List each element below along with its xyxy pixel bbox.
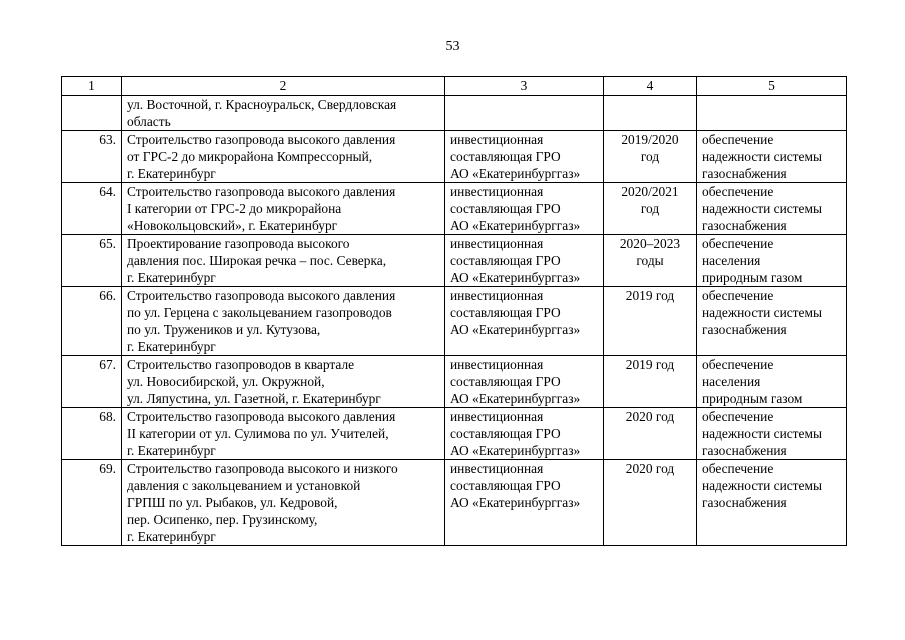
row-number-cell: 63. — [62, 131, 122, 183]
period-cell: 2020 год — [604, 460, 697, 546]
purpose-cell: обеспечение надежности системы газоснабжения — [697, 131, 847, 183]
column-number-2: 2 — [122, 77, 445, 96]
purpose-cell: обеспечение населения природным газом — [697, 235, 847, 287]
table-row — [62, 287, 847, 356]
row-number-cell — [62, 96, 122, 131]
row-number-cell: 64. — [62, 183, 122, 235]
row-number-cell: 68. — [62, 408, 122, 460]
funding-source-cell: инвестиционная составляющая ГРО АО «Екатеринбурггаз» — [445, 460, 604, 546]
continuation-row — [62, 96, 847, 131]
purpose-cell: обеспечение надежности системы газоснабжения — [697, 460, 847, 546]
description-cell: ул. Восточной, г. Красноуральск, Свердловская область — [122, 96, 445, 131]
page-number: 53 — [445, 39, 460, 54]
description-cell: Строительство газопровода высокого и низкого давления с закольцеванием и установкой ГРПШ по ул. Рыбаков, ул. Кедровой, пер. Осипенко, пер. Грузинскому, г. Екатеринбург — [122, 460, 445, 546]
purpose-cell: обеспечение надежности системы газоснабжения — [697, 408, 847, 460]
funding-source-cell: инвестиционная составляющая ГРО АО «Екатеринбурггаз» — [445, 356, 604, 408]
funding-source-cell: инвестиционная составляющая ГРО АО «Екатеринбурггаз» — [445, 408, 604, 460]
period-cell: 2020 год — [604, 408, 697, 460]
purpose-cell — [697, 96, 847, 131]
description-cell: Строительство газопроводов в квартале ул. Новосибирской, ул. Окружной, ул. Ляпустина, ул. Газетной, г. Екатеринбург — [122, 356, 445, 408]
table-row — [62, 131, 847, 183]
table-row — [62, 235, 847, 287]
description-cell: Строительство газопровода высокого давления I категории от ГРС-2 до микрорайона «Новокольцовский», г. Екатеринбург — [122, 183, 445, 235]
period-cell: 2020–2023 годы — [604, 235, 697, 287]
description-cell: Строительство газопровода высокого давления от ГРС-2 до микрорайона Компрессорный, г. Екатеринбург — [122, 131, 445, 183]
period-cell — [604, 96, 697, 131]
row-number-cell: 69. — [62, 460, 122, 546]
table-row — [62, 460, 847, 546]
table-row — [62, 183, 847, 235]
period-cell: 2020/2021 год — [604, 183, 697, 235]
row-number-cell: 67. — [62, 356, 122, 408]
period-cell: 2019 год — [604, 356, 697, 408]
column-number-1: 1 — [62, 77, 122, 96]
description-cell: Проектирование газопровода высокого давления пос. Широкая речка – пос. Северка, г. Екатеринбург — [122, 235, 445, 287]
table-row — [62, 356, 847, 408]
column-number-4: 4 — [604, 77, 697, 96]
purpose-cell: обеспечение населения природным газом — [697, 356, 847, 408]
purpose-cell: обеспечение надежности системы газоснабжения — [697, 183, 847, 235]
table-body — [62, 96, 847, 546]
column-number-3: 3 — [445, 77, 604, 96]
purpose-cell: обеспечение надежности системы газоснабжения — [697, 287, 847, 356]
period-cell: 2019 год — [604, 287, 697, 356]
row-number-cell: 65. — [62, 235, 122, 287]
funding-source-cell: инвестиционная составляющая ГРО АО «Екатеринбурггаз» — [445, 131, 604, 183]
table-row — [62, 408, 847, 460]
column-number-row — [62, 77, 847, 96]
funding-source-cell: инвестиционная составляющая ГРО АО «Екатеринбурггаз» — [445, 235, 604, 287]
funding-source-cell: инвестиционная составляющая ГРО АО «Екатеринбурггаз» — [445, 183, 604, 235]
column-number-5: 5 — [697, 77, 847, 96]
funding-source-cell — [445, 96, 604, 131]
description-cell: Строительство газопровода высокого давления по ул. Герцена с закольцеванием газопроводов по ул. Тружеников и ул. Кутузова, г. Екатеринбург — [122, 287, 445, 356]
investment-program-table — [61, 76, 847, 546]
row-number-cell: 66. — [62, 287, 122, 356]
funding-source-cell: инвестиционная составляющая ГРО АО «Екатеринбурггаз» — [445, 287, 604, 356]
description-cell: Строительство газопровода высокого давления II категории от ул. Сулимова по ул. Учителей, г. Екатеринбург — [122, 408, 445, 460]
period-cell: 2019/2020 год — [604, 131, 697, 183]
